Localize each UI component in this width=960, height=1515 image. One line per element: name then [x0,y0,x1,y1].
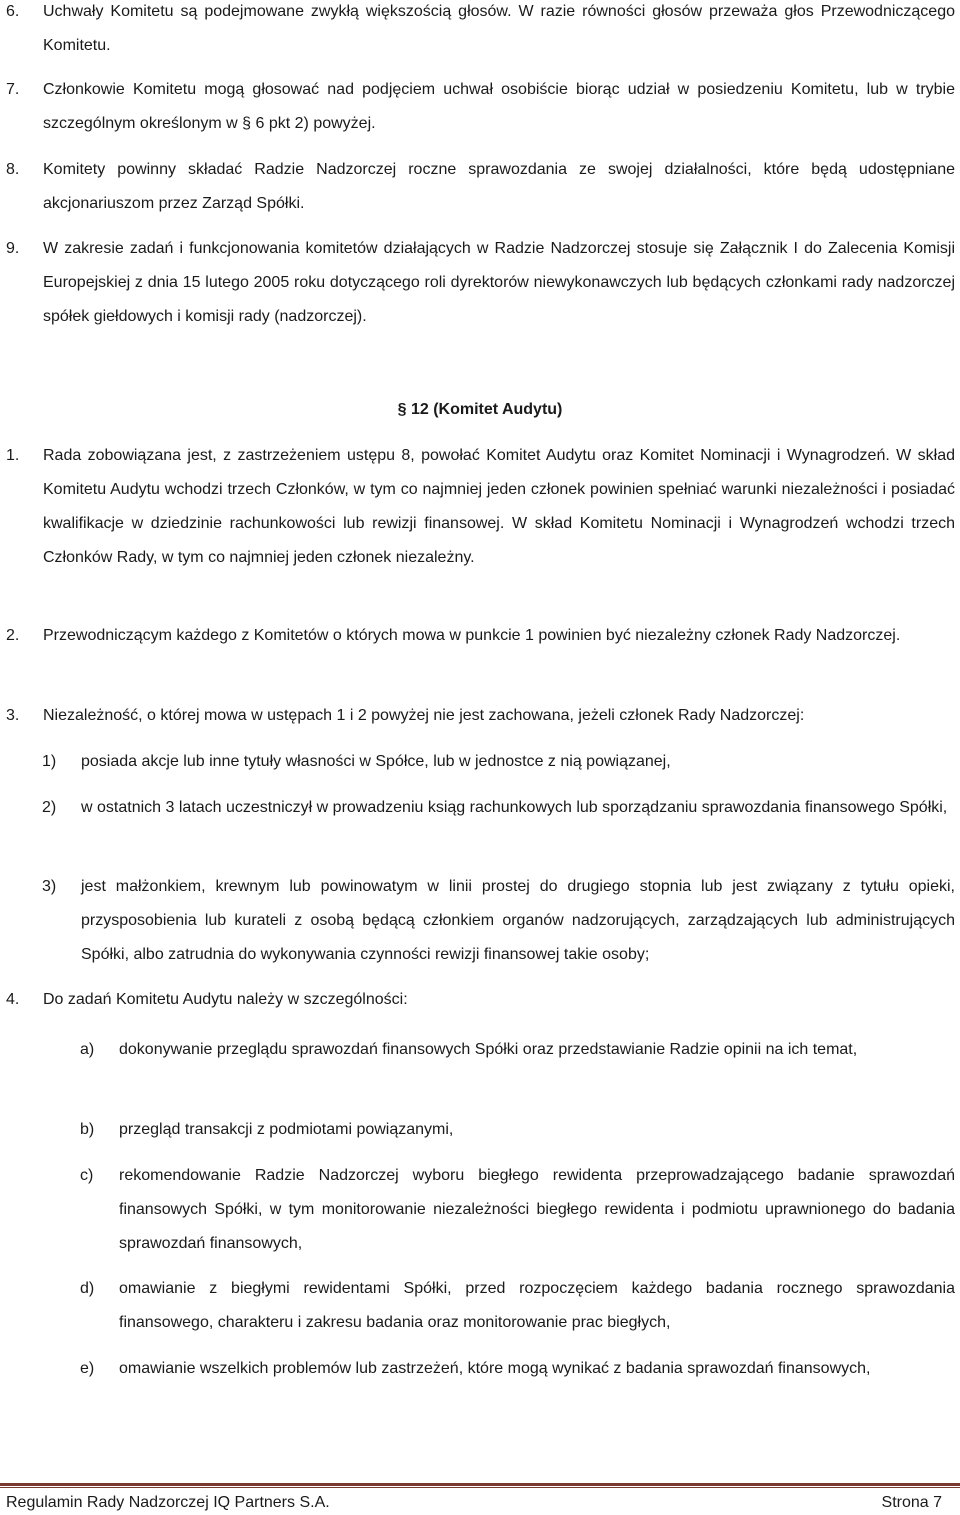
paragraph-text: Niezależność, o której mowa w ustępach 1 i 2 powyżej nie jest zachowana, jeżeli członek Rady Nadzorczej: [43,707,805,724]
paragraph-number: 1. [6,447,20,464]
sub-item-number: 2) [42,799,57,816]
paragraph-number: 3. [6,707,20,724]
letter-item-text: omawianie wszelkich problemów lub zastrzeżeń, które mogą wynikać z badania sprawozdań finansowych, [119,1360,871,1377]
letter-item-a [80,1033,955,1067]
sub-item-number: 1) [42,753,57,770]
letter-item-label: b) [80,1121,95,1138]
section-heading: § 12 (Komitet Audytu) [397,401,563,418]
paragraph-number: 4. [6,991,20,1008]
letter-item-d [80,1272,955,1340]
footer-page-number: Strona 7 [881,1494,942,1511]
paragraph-text: Uchwały Komitetu są podejmowane zwykłą większością głosów. W razie równości głosów przeważa głos Przewodniczącego Komitetu. [43,3,955,54]
sub-item-2 [42,791,955,825]
letter-item-text: dokonywanie przeglądu sprawozdań finansowych Spółki oraz przedstawianie Radzie opinii na ich temat, [119,1041,858,1058]
letter-item-text: rekomendowanie Radzie Nadzorczej wyboru biegłego rewidenta przeprowadzającego badanie sprawozdań finansowych Spółki, w tym monitorowanie niezależności biegłego rewidenta i podmiotu uprawnionego do badania sprawozdań finansowych, [119,1167,955,1252]
paragraph-text: W zakresie zadań i funkcjonowania komitetów działających w Radzie Nadzorczej stosuje się Załącznik I do Zalecenia Komisji Europejskiej z dnia 15 lutego 2005 roku dotyczącego roli dyrektorów niewykonawczych lub będących członkami rady nadzorczej spółek giełdowych i komisji rady (nadzorczej). [43,240,955,325]
section-paragraph-2 [0,619,955,653]
paragraph-number: 7. [6,81,20,98]
letter-item-text: przegląd transakcji z podmiotami powiązanymi, [119,1121,454,1138]
footer-divider [0,1483,960,1486]
footer-document-title: Regulamin Rady Nadzorczej IQ Partners S.A. [6,1494,330,1511]
paragraph-text: Członkowie Komitetu mogą głosować nad podjęciem uchwał osobiście biorąc udział w posiedzeniu Komitetu, lub w trybie szczególnym określonym w § 6 pkt 2) powyżej. [43,81,955,132]
letter-item-label: e) [80,1360,95,1377]
sub-item-3 [42,870,955,972]
paragraph-number: 6. [6,3,20,20]
letter-item-label: d) [80,1280,95,1297]
section-paragraph-1 [0,439,955,575]
paragraph-9 [0,232,955,334]
letter-item-label: a) [80,1041,95,1058]
paragraph-6 [0,0,955,63]
paragraph-text: Komitety powinny składać Radzie Nadzorczej roczne sprawozdania ze swojej działalności, które będą udostępniane akcjonariuszom przez Zarząd Spółki. [43,161,955,212]
paragraph-text: Przewodniczącym każdego z Komitetów o których mowa w punkcie 1 powinien być niezależny członek Rady Nadzorczej. [43,627,901,644]
paragraph-text: Rada zobowiązana jest, z zastrzeżeniem ustępu 8, powołać Komitet Audytu oraz Komitet Nominacji i Wynagrodzeń. W skład Komitetu Audytu wchodzi trzech Członków, w tym co najmniej jeden członek powinien spełniać warunki niezależności i posiadać kwalifikacje w dziedzinie rachunkowości lub rewizji finansowej. W skład Komitetu Nominacji i Wynagrodzeń wchodzi trzech Członków Rady, w tym co najmniej jeden członek niezależny. [43,447,955,566]
section-paragraph-3 [0,699,955,733]
letter-item-c [80,1159,955,1261]
section-paragraph-4 [0,983,955,1017]
letter-item-text: omawianie z biegłymi rewidentami Spółki, przed rozpoczęciem każdego badania rocznego sprawozdania finansowego, charakteru i zakresu badania oraz monitorowanie prac biegłych, [119,1280,955,1331]
sub-item-number: 3) [42,878,57,895]
letter-item-label: c) [80,1167,94,1184]
sub-item-text: w ostatnich 3 latach uczestniczył w prowadzeniu ksiąg rachunkowych lub sporządzaniu sprawozdania finansowego Spółki, [81,799,948,816]
paragraph-number: 9. [6,240,20,257]
paragraph-8 [0,153,955,221]
paragraph-number: 2. [6,627,20,644]
letter-item-e [80,1352,955,1386]
sub-item-text: posiada akcje lub inne tytuły własności w Spółce, lub w jednostce z nią powiązanej, [81,753,671,770]
footer-divider-thin [0,1487,960,1488]
sub-item-1 [42,745,955,779]
letter-item-b [80,1113,955,1147]
sub-item-text: jest małżonkiem, krewnym lub powinowatym w linii prostej do drugiego stopnia lub jest związany z tytułu opieki, przysposobienia lub kurateli z osobą będącą członkiem organów nadzorujących, zarządzających lub administrujących Spółki, albo zatrudnia do wykonywania czynności rewizji finansowej takie osoby; [81,878,955,963]
paragraph-7 [0,73,955,141]
paragraph-text: Do zadań Komitetu Audytu należy w szczególności: [43,991,408,1008]
paragraph-number: 8. [6,161,20,178]
